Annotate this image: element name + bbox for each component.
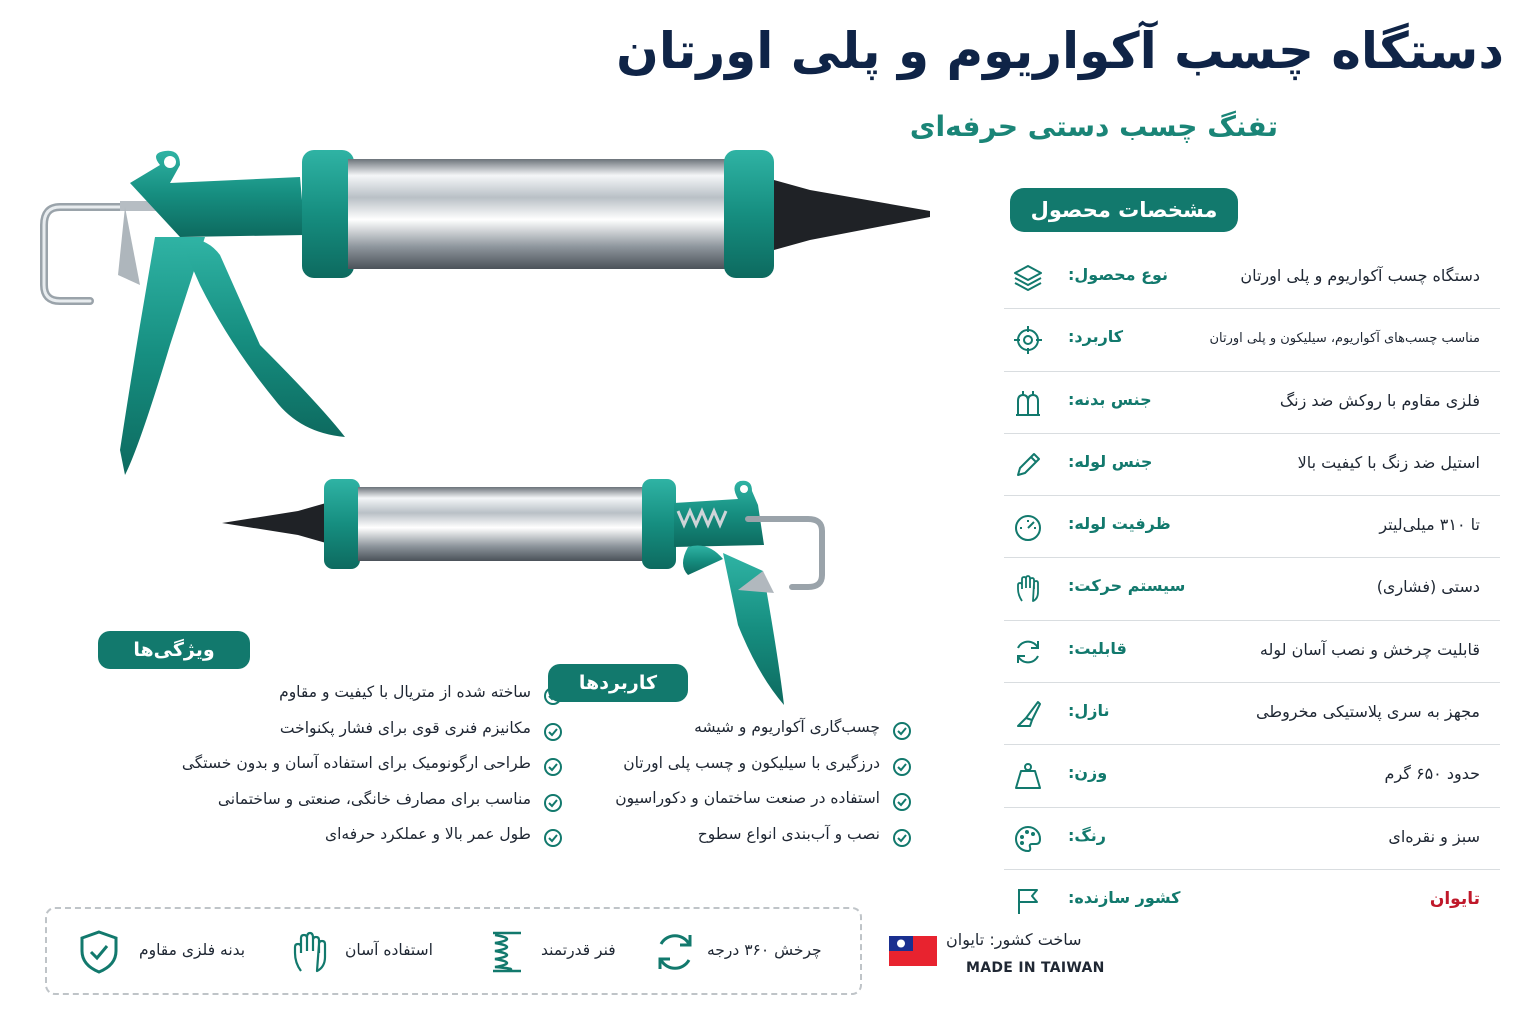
feature-text: ساخته شده از متریال با کیفیت و مقاوم (279, 683, 531, 701)
uses-list (580, 717, 880, 859)
badges-bar (45, 907, 862, 995)
use-text: چسب‌گاری آکواریوم و شیشه (694, 718, 880, 736)
origin-label: ساخت کشور: تایوان (946, 930, 1082, 949)
spec-row (1004, 247, 1500, 309)
badge-label: چرخش ۳۶۰ درجه (707, 941, 822, 959)
feature-text: طراحی ارگونومیک برای استفاده آسان و بدون خستگی (181, 754, 531, 772)
list-item (580, 824, 880, 860)
badge-label: استفاده آسان (345, 941, 433, 959)
list-item (131, 718, 531, 754)
weight-icon (1012, 760, 1044, 792)
feature-text: مکانیزم فنری قوی برای فشار پکنواخت (279, 718, 531, 737)
page-title: دستگاه چسب آکواریوم و پلی اورتان (616, 22, 1504, 80)
spec-row (1004, 434, 1500, 496)
page-subtitle: تفنگ چسب دستی حرفه‌ای (909, 110, 1278, 143)
specs-heading: مشخصات محصول (1010, 188, 1238, 232)
spec-label: قابلیت: (1068, 638, 1127, 658)
spec-label: سیستم حرکت: (1068, 576, 1186, 596)
body-material-icon (1012, 387, 1044, 419)
spec-value: استیل ضد زنگ با کیفیت بالا (1297, 452, 1480, 472)
flag-icon (1012, 885, 1044, 917)
spec-row (1004, 496, 1500, 558)
spec-value: دستگاه چسب آکواریوم و پلی اورتان (1240, 266, 1480, 285)
pencil-icon (1012, 449, 1044, 481)
spec-row (1004, 745, 1500, 807)
spec-row (1004, 372, 1500, 434)
gauge-icon (1012, 511, 1044, 543)
spec-row (1004, 621, 1500, 683)
hand-icon (287, 929, 331, 975)
caulking-gun-small-image (218, 475, 838, 715)
use-text: استفاده در صنعت ساختمان و دکوراسیون (615, 789, 880, 807)
check-circle-icon (543, 722, 563, 742)
spec-row (1004, 808, 1500, 870)
caulking-gun-large-image (30, 145, 940, 490)
check-circle-icon (543, 757, 563, 777)
hand-icon (1012, 573, 1044, 605)
badge-label: فنر قدرتمند (541, 941, 616, 959)
check-circle-icon (892, 721, 912, 741)
spec-value: حدود ۶۵۰ گرم (1384, 764, 1480, 784)
use-text: درزگیری با سیلیکون و چسب پلی اورتان (623, 753, 880, 772)
check-circle-icon (543, 793, 563, 813)
spec-label: رنگ: (1068, 825, 1106, 845)
spec-row (1004, 558, 1500, 620)
list-item (131, 753, 531, 789)
spec-value: فلزی مقاوم با روکش ضد زنگ (1279, 390, 1480, 410)
feature-text: مناسب برای مصارف خانگی، صنعتی و ساختمانی (217, 789, 531, 808)
spec-label: نازل: (1068, 701, 1110, 721)
layers-icon (1012, 262, 1044, 294)
feature-text: طول عمر بالا و عملکرد حرفه‌ای (324, 825, 531, 843)
spec-label: جنس لوله: (1068, 451, 1153, 471)
check-circle-icon (543, 828, 563, 848)
list-item (580, 788, 880, 824)
spec-label: کاربرد: (1068, 327, 1124, 347)
list-item (131, 682, 531, 718)
spec-value: قابلیت چرخش و نصب آسان لوله (1259, 639, 1480, 659)
origin-english: MADE IN TAIWAN (966, 960, 1105, 976)
check-circle-icon (892, 757, 912, 777)
spring-icon (485, 929, 529, 975)
spec-value: تایوان (1429, 888, 1480, 909)
badge-metal-body (77, 929, 267, 979)
spec-value: دستی (فشاری) (1376, 577, 1480, 597)
badge-label: بدنه فلزی مقاوم (139, 941, 246, 959)
use-text: نصب و آب‌بندی انواع سطوح (697, 824, 880, 843)
spec-value: سبز و نقره‌ای (1388, 826, 1480, 846)
nozzle-icon (1012, 698, 1044, 730)
spec-value: تا ۳۱۰ میلی‌لیتر (1379, 515, 1480, 535)
spec-label: کشور سازنده: (1068, 887, 1181, 907)
origin-block (886, 928, 1106, 988)
spec-label: وزن: (1068, 763, 1108, 783)
spec-label: نوع محصول: (1068, 265, 1169, 284)
rotate-icon (1012, 636, 1044, 668)
specs-table (1004, 247, 1500, 932)
spec-value: مناسب چسب‌های آکواریوم، سیلیکون و پلی اورتان (1209, 331, 1480, 347)
spec-label: ظرفیت لوله: (1068, 514, 1171, 534)
badge-strong-spring (485, 929, 635, 979)
spec-label: جنس بدنه: (1068, 389, 1152, 409)
features-heading: ویژگی‌ها (98, 631, 250, 669)
check-circle-icon (892, 792, 912, 812)
features-list (131, 682, 531, 860)
palette-icon (1012, 823, 1044, 855)
list-item (131, 789, 531, 825)
taiwan-flag-icon (889, 936, 937, 966)
target-icon (1012, 324, 1044, 356)
spec-row (1004, 683, 1500, 745)
spec-row (1004, 309, 1500, 371)
spec-row (1004, 870, 1500, 932)
list-item (580, 717, 880, 753)
shield-check-icon (77, 929, 121, 975)
list-item (580, 753, 880, 789)
spec-value: مجهز به سری پلاستیکی مخروطی (1256, 702, 1480, 722)
badge-rotation (653, 929, 853, 979)
uses-heading: کاربردها (548, 664, 688, 702)
check-circle-icon (892, 828, 912, 848)
rotate-360-icon (653, 929, 697, 975)
badge-easy-use (287, 929, 457, 979)
list-item (131, 824, 531, 860)
